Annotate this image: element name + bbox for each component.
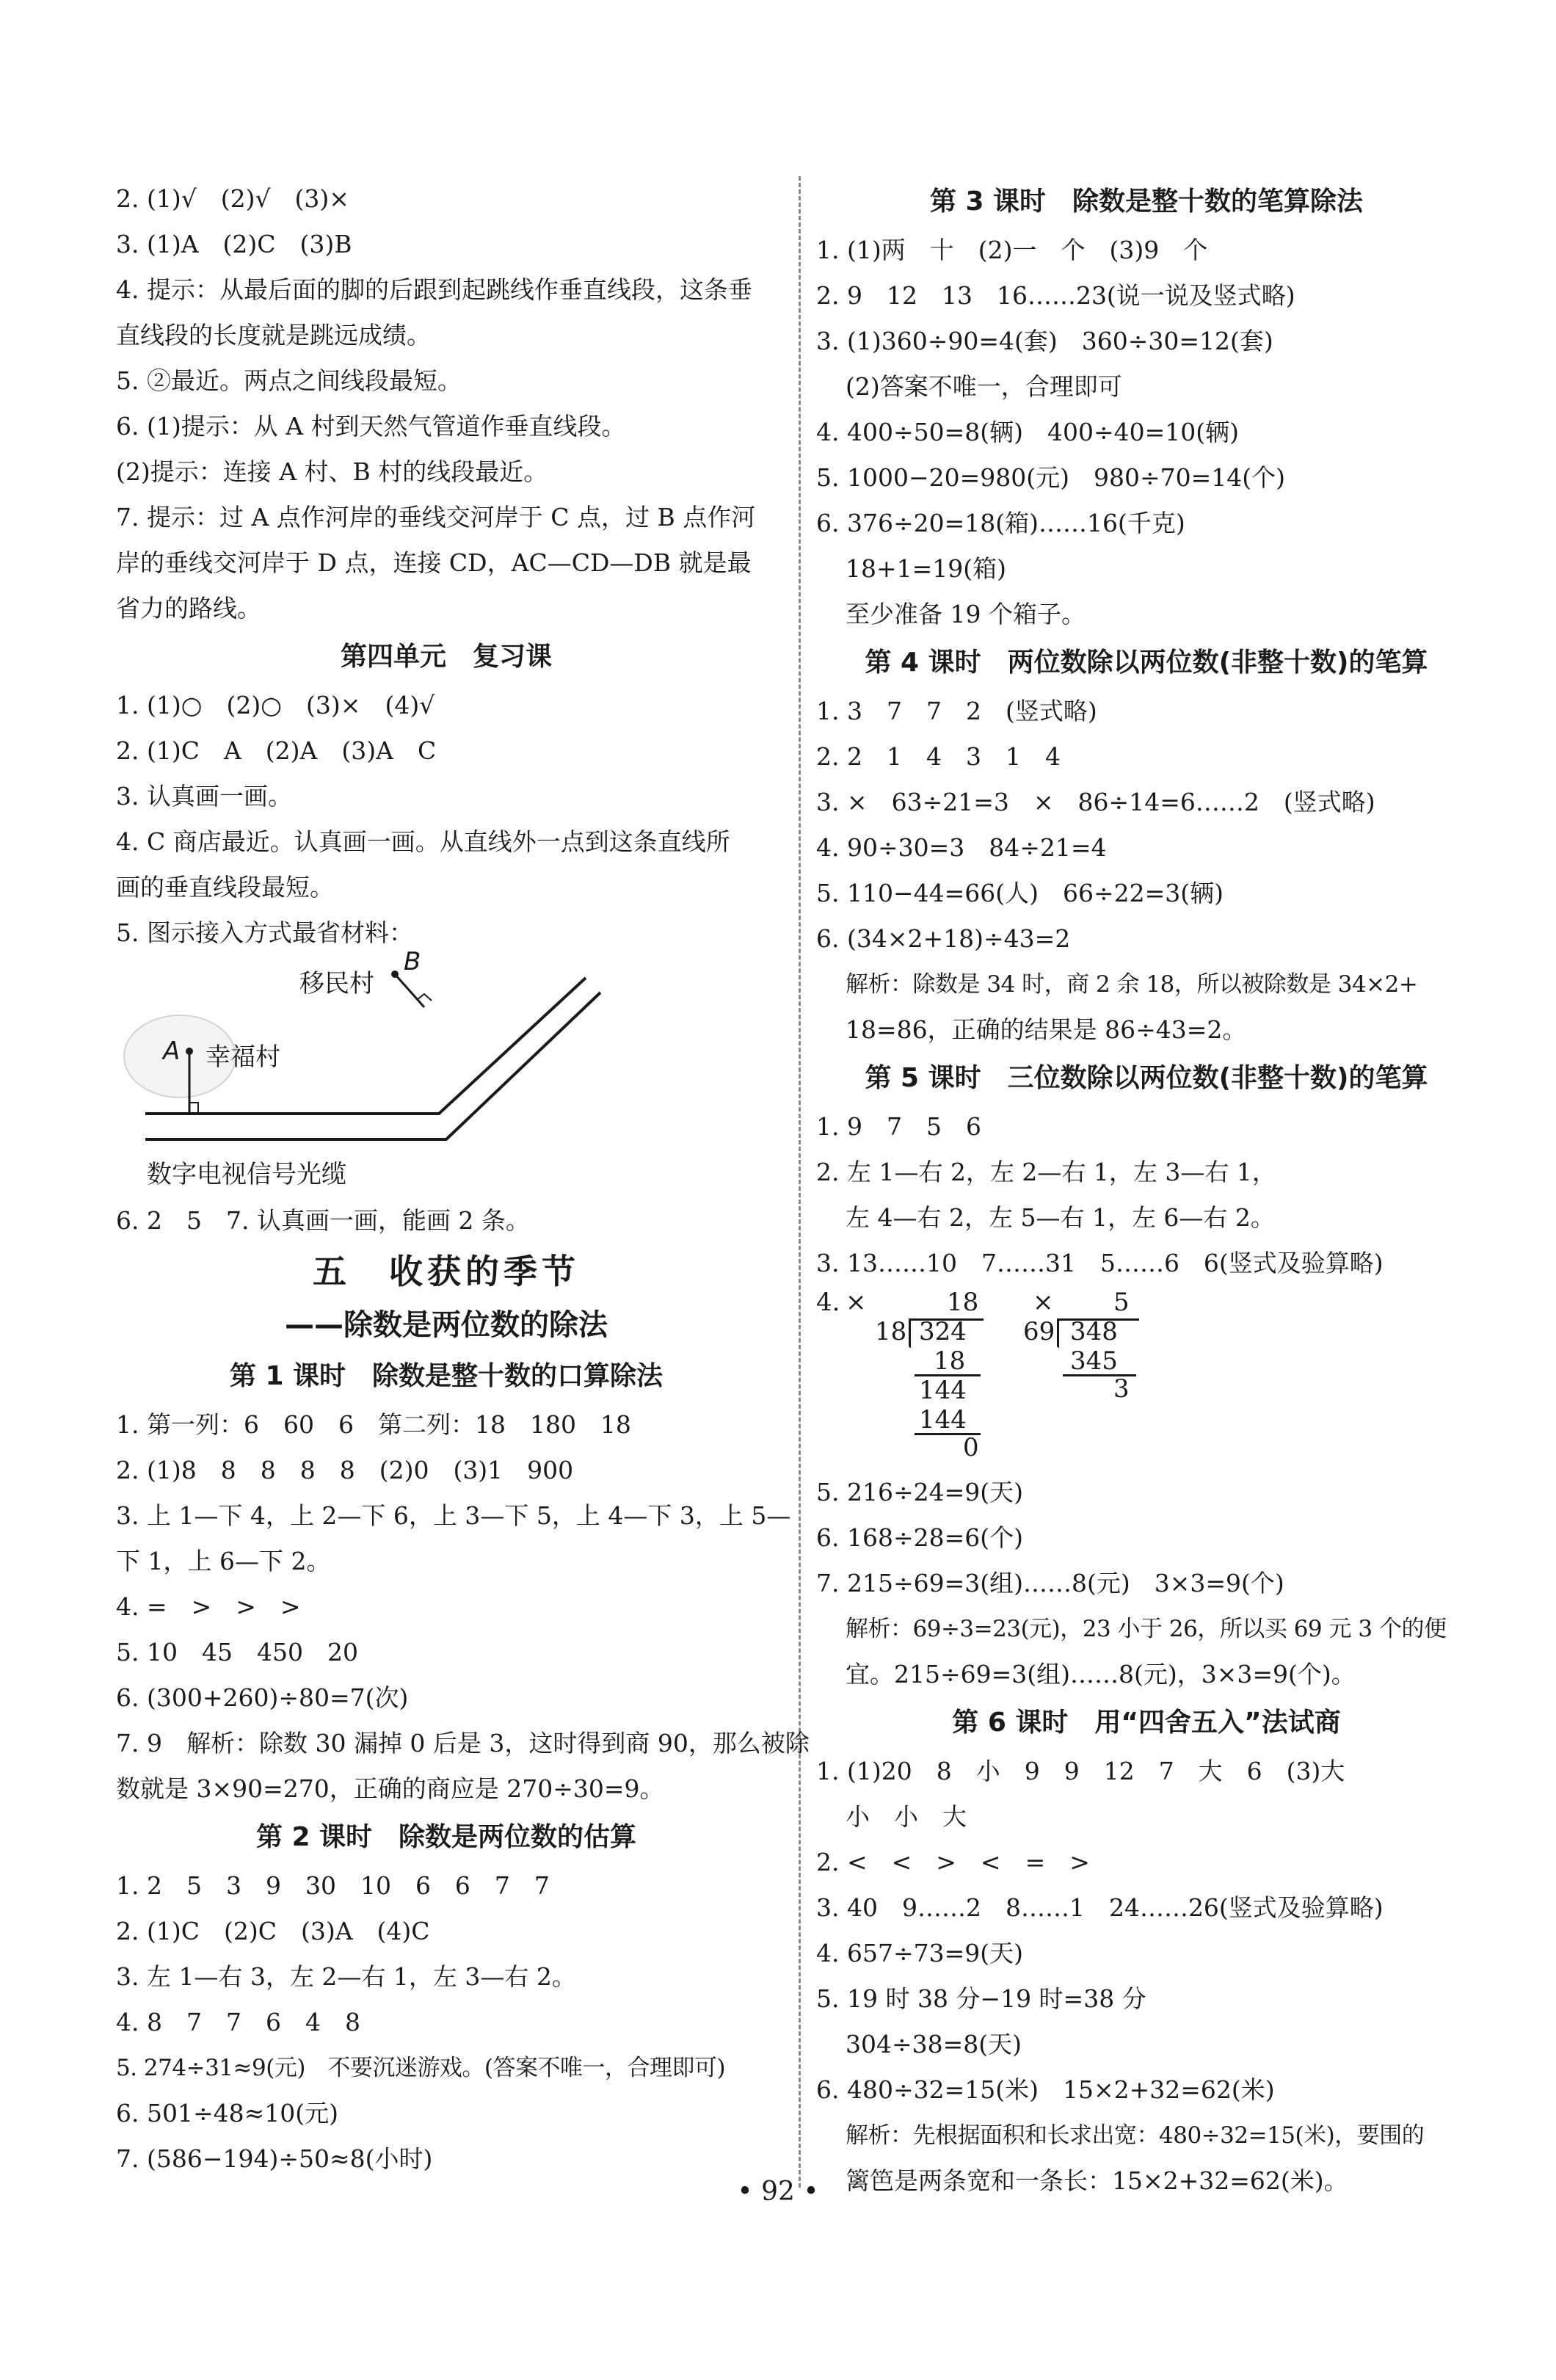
question-number: 4. (816, 1288, 840, 1317)
remainder: 3 (1113, 1374, 1130, 1404)
answer-line: 2. 2 1 4 3 1 4 (816, 742, 1061, 771)
answer-line: 1. 2 5 3 9 30 10 6 6 7 7 (116, 1871, 550, 1900)
answer-line: 画的垂直线段最短。 (116, 873, 334, 901)
wrong-mark: × (846, 1288, 867, 1317)
answer-line: 2. (1)8 8 8 8 8 (2)0 (3)1 900 (116, 1456, 574, 1484)
answer-line: 5. 274÷31≈9(元) 不要沉迷游戏。(答案不唯一，合理即可) (116, 2055, 726, 2081)
division-bracket (1057, 1318, 1059, 1348)
answer-line: 6. (34×2+18)÷43=2 (816, 924, 1071, 953)
answer-line: 小 小 大 (846, 1802, 967, 1831)
answer-line: 6. 376÷20=18(箱)……16(千克) (816, 509, 1185, 537)
answer-line: 4. 90÷30=3 84÷21=4 (816, 833, 1107, 862)
subtrahend: 144 (919, 1405, 967, 1434)
answer-line: 解析：除数是 34 时，商 2 余 18，所以被除数是 34×2+ (846, 971, 1418, 998)
answer-line: 4. 400÷50=8(辆) 400÷40=10(辆) (816, 418, 1240, 446)
answer-line: 省力的路线。 (116, 594, 261, 623)
answer-line: 3. 13……10 7……31 5……6 6(竖式及验算略) (816, 1249, 1384, 1277)
answer-line: 6. 168÷28=6(个) (816, 1523, 1023, 1552)
answer-line: 18=86，正确的结果是 86÷43=2。 (846, 1015, 1247, 1044)
answer-line: 6. 501÷48≈10(元) (116, 2099, 338, 2127)
answer-line: 5. 110−44=66(人) 66÷22=3(辆) (816, 879, 1224, 907)
answer-line: 6. 2 5 7. 认真画一画，能画 2 条。 (116, 1206, 530, 1235)
answer-line: 直线段的长度就是跳远成绩。 (116, 321, 431, 349)
wrong-mark: × (1033, 1288, 1054, 1317)
answer-line: 304÷38=8(天) (846, 2030, 1022, 2058)
answer-line: 数就是 3×90=270，正确的商应是 270÷30=9。 (116, 1774, 664, 1803)
answer-line: 1. (1)20 8 小 9 9 12 7 大 6 (3)大 (816, 1757, 1345, 1785)
chapter-subtitle: ——除数是两位数的除法 (285, 1308, 608, 1342)
answer-line: 3. (1)360÷90=4(套) 360÷30=12(套) (816, 327, 1273, 355)
point-b-label: B (404, 947, 421, 976)
village-label: 幸福村 (206, 1042, 280, 1072)
answer-line: 1. 9 7 5 6 (816, 1112, 981, 1141)
answer-line: 2. (1)C A (2)A (3)A C (116, 736, 437, 765)
village-label: 移民村 (299, 969, 374, 998)
answer-line: (2)答案不唯一，合理即可 (846, 372, 1122, 401)
divisor: 18 (875, 1317, 907, 1346)
answer-line: 6. (300+260)÷80=7(次) (116, 1683, 409, 1712)
section-title-lesson1: 第 1 课时 除数是整十数的口算除法 (229, 1361, 664, 1391)
left-column (116, 176, 810, 2182)
chapter-title: 五 收获的季节 (313, 1252, 580, 1291)
answer-line: 1. 第一列：6 60 6 第二列：18 180 18 (116, 1410, 631, 1439)
answer-line: 4. = > > > (116, 1592, 301, 1621)
answer-line: 4. C 商店最近。认真画一画。从直线外一点到这条直线所 (116, 827, 730, 856)
answer-line: 1. (1)两 十 (2)一 个 (3)9 个 (816, 236, 1208, 264)
answer-line: 5. 19 时 38 分−19 时=38 分 (816, 1984, 1146, 2013)
remainder: 144 (919, 1376, 967, 1405)
answer-line: 7. (586−194)÷50≈8(小时) (116, 2144, 433, 2173)
answer-line: 5. ②最近。两点之间线段最短。 (116, 366, 462, 395)
section-title-lesson4: 第 4 课时 两位数除以两位数(非整十数)的笔算 (865, 647, 1428, 678)
answer-line: 至少准备 19 个箱子。 (846, 600, 1086, 628)
answer-line: 3. 左 1—右 3，左 2—右 1，左 3—右 2。 (116, 1962, 576, 1991)
section-title-lesson5: 第 5 课时 三位数除以两位数(非整十数)的笔算 (865, 1063, 1428, 1093)
answer-line: 3. × 63÷21=3 × 86÷14=6……2 (竖式略) (816, 788, 1375, 816)
answer-line: 4. 657÷73=9(天) (816, 1939, 1023, 1967)
answer-line: 3. (1)A (2)C (3)B (116, 230, 352, 258)
page-number: • 92 • (737, 2177, 819, 2207)
division-bracket (909, 1318, 911, 1348)
answer-line: 3. 认真画一画。 (116, 782, 292, 810)
cable-diagram (116, 947, 777, 1198)
answer-line: 6. (1)提示：从 A 村到天然气管道作垂直线段。 (116, 412, 626, 440)
right-column (816, 176, 1477, 2204)
answer-line: 3. 上 1—下 4，上 2—下 6，上 3—下 5，上 4—下 3，上 5— (116, 1501, 791, 1530)
answer-line: 宜。215÷69=3(组)……8(元)，3×3=9(个)。 (846, 1660, 1356, 1688)
divisor: 69 (1023, 1317, 1055, 1346)
answer-line: 解析：69÷3=23(元)，23 小于 26，所以买 69 元 3 个的便 (846, 1616, 1447, 1642)
answer-line: 2. 9 12 13 16……23(说一说及竖式略) (816, 281, 1295, 310)
section-title-lesson6: 第 6 课时 用“四舍五入”法试商 (952, 1708, 1341, 1738)
long-division-figure (816, 1286, 1477, 1470)
answer-line: 2. (1)√ (2)√ (3)× (116, 184, 349, 213)
answer-line: 解析：先根据面积和长求出宽：480÷32=15(米)，要围的 (846, 2122, 1425, 2149)
section-title-unit4: 第四单元 复习课 (340, 642, 552, 672)
answer-line: 左 4—右 2，左 5—右 1，左 6—右 2。 (846, 1203, 1275, 1232)
cable-label: 数字电视信号光缆 (147, 1160, 346, 1189)
answer-line: 6. 480÷32=15(米) 15×2+32=62(米) (816, 2075, 1275, 2104)
answer-line: 下 1，上 6—下 2。 (116, 1547, 331, 1575)
answer-line: 18+1=19(箱) (846, 554, 1007, 583)
answer-line: 3. 40 9……2 8……1 24……26(竖式及验算略) (816, 1893, 1384, 1922)
answer-line: 5. 216÷24=9(天) (816, 1478, 1023, 1506)
column-divider (799, 176, 801, 2188)
point-a-label: A (163, 1037, 181, 1066)
answer-line: 5. 10 45 450 20 (116, 1638, 358, 1666)
answer-line: 5. 图示接入方式最省材料： (116, 918, 413, 947)
answer-line: 7. 9 解析：除数 30 漏掉 0 后是 3，这时得到商 90，那么被除 (116, 1729, 810, 1757)
answer-line: 7. 提示：过 A 点作河岸的垂线交河岸于 C 点，过 B 点作河 (116, 503, 756, 531)
answer-line: 4. 提示：从最后面的脚的后跟到起跳线作垂直线段，这条垂 (116, 275, 752, 304)
answer-line: 1. (1)○ (2)○ (3)× (4)√ (116, 691, 435, 719)
answer-line: 2. < < > < = > (816, 1848, 1090, 1876)
answer-line: 岸的垂线交河岸于 D 点，连接 CD，AC—CD—DB 就是最 (116, 548, 752, 577)
answer-line: 2. (1)C (2)C (3)A (4)C (116, 1917, 430, 1945)
remainder: 0 (963, 1433, 979, 1462)
answer-line: 7. 215÷69=3(组)……8(元) 3×3=9(个) (816, 1569, 1284, 1597)
section-title-lesson2: 第 2 课时 除数是两位数的估算 (255, 1822, 637, 1852)
answer-line: 篱笆是两条宽和一条长：15×2+32=62(米)。 (846, 2166, 1348, 2195)
dividend: 324 (919, 1317, 967, 1346)
answer-line: (2)提示：连接 A 村、B 村的线段最近。 (116, 457, 548, 486)
answer-line: 1. 3 7 7 2 (竖式略) (816, 697, 1097, 725)
dividend: 348 (1070, 1317, 1118, 1346)
section-title-lesson3: 第 3 课时 除数是整十数的笔算除法 (929, 186, 1364, 217)
subtrahend: 18 (934, 1346, 966, 1376)
answer-line: 4. 8 7 7 6 4 8 (116, 2008, 360, 2036)
subtrahend: 345 (1070, 1346, 1118, 1376)
quotient: 18 (947, 1288, 979, 1317)
quotient: 5 (1113, 1288, 1130, 1317)
answer-line: 2. 左 1—右 2，左 2—右 1，左 3—右 1， (816, 1158, 1276, 1186)
answer-line: 5. 1000−20=980(元) 980÷70=14(个) (816, 463, 1286, 492)
